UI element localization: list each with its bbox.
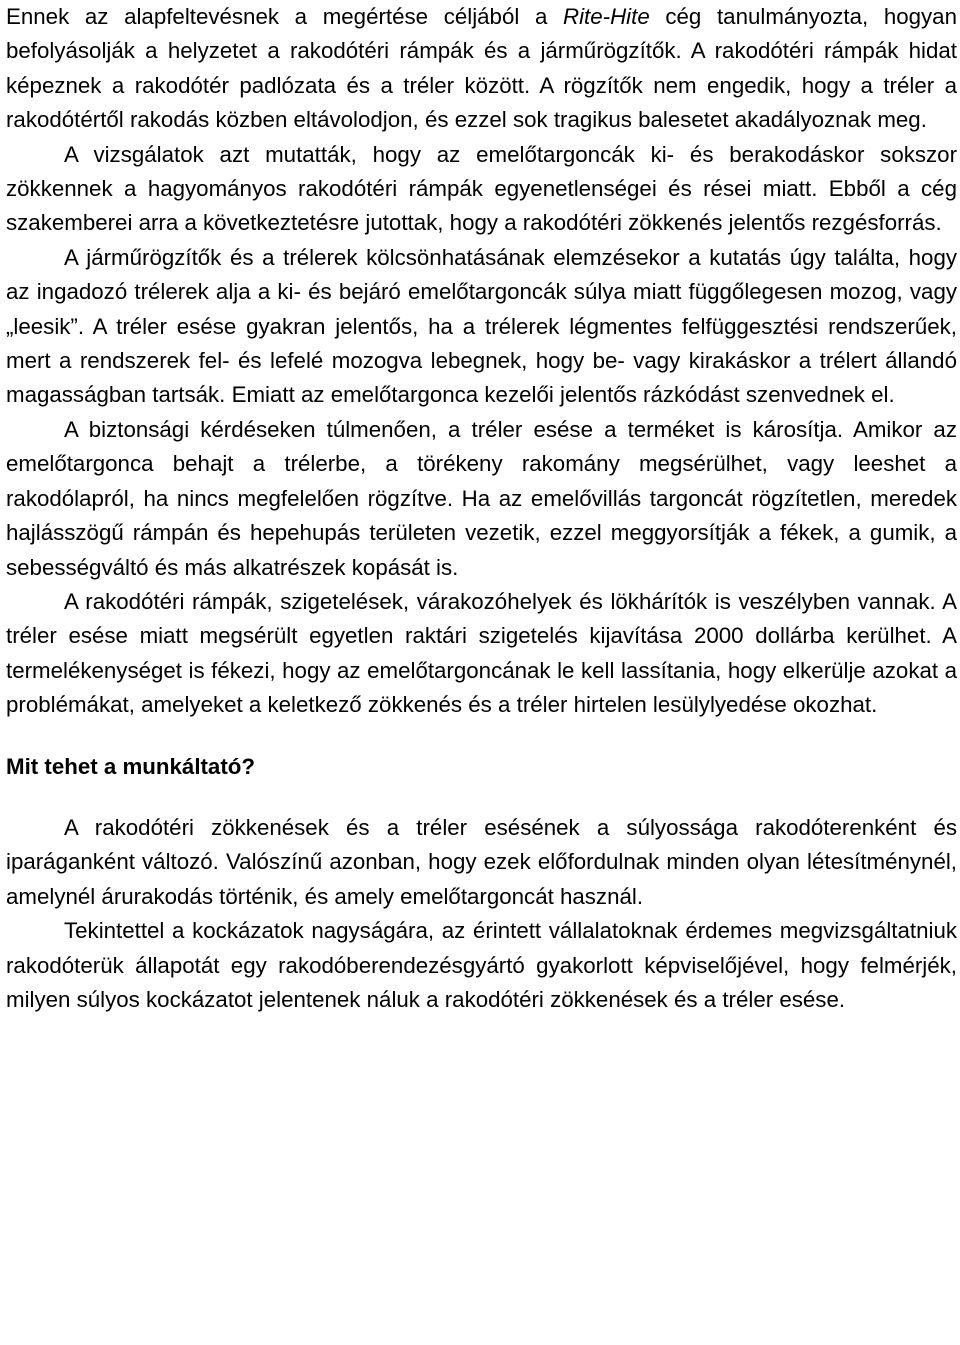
paragraph-intro-text-a: Ennek az alapfeltevésnek a megértése céljából a [6, 4, 563, 29]
paragraph-recommendation [6, 914, 957, 1017]
spacer [6, 784, 957, 811]
paragraph-research-findings-text: A vizsgálatok azt mutatták, hogy az emelőtargoncák ki- és berakodáskor sokszor zökkennek a hagyományos rakodótéri rámpák egyenetlenségei és rései miatt. Ebből a cég szakemberei arra a következtetésre jutottak, hogy a rakodótéri zökkenés jelentős rezgésforrás. [6, 141, 957, 236]
section-heading: Mit tehet a munkáltató? [6, 753, 256, 779]
paragraph-intro-text-b: cég tanulmányozta, hogyan befolyásolják a helyzetet a rakodótéri rámpák és a járműrögzítők. A rakodótéri rámpák hidat képeznek a rakodótér padlózata és a tréler között. A rögzítők nem engedik, hogy a tréler a rakodótértől rakodás közben eltávolodjon, és ezzel sok tragikus balesetet akadályoznak meg. [6, 4, 957, 133]
document-page [6, 0, 957, 1017]
paragraph-recommendation-text: Tekintettel a kockázatok nagyságára, az érintett vállalatoknak érdemes megvizsgáltatniuk rakodóterük állapotát egy rakodóberendezésgyártó gyakorlott képviselőjével, hogy felmérjék, milyen súlyos kockázatot jelentenek náluk a rakodótéri zökkenések és a tréler esése. [6, 918, 957, 1012]
paragraph-severity-text: A rakodótéri zökkenések és a tréler esésének a súlyossága rakodóterenként és iparáganként változó. Valószínű azonban, hogy ezek előfordulnak minden olyan létesítménynél, amelynél árurakodás történik, és amely emelőtargoncát használ. [6, 814, 957, 909]
paragraph-trailer-drop-text: A járműrögzítők és a trélerek kölcsönhatásának elemzésekor a kutatás úgy találta, hogy az ingadozó trélerek alja a ki- és bejáró emelőtargoncák súlya miatt függőlegesen mozog, vagy „leesik”. A tréler esése gyakran jelentős, ha a trélerek légmentes felfüggesztési rendszerűek, mert a rendszerek fel- és lefelé mozogva lebegnek, hogy be- vagy kirakáskor a trélert állandó magasságban tartsák. Emiatt az emelőtargonca kezelői jelentős rázkódást szenvednek el. [6, 244, 957, 408]
paragraph-equipment-risk-text: A rakodótéri rámpák, szigetelések, várakozóhelyek és lökhárítók is veszélyben vannak. A tréler esése miatt megsérült egyetlen raktári szigetelés kijavítása 2000 dollárba kerülhet. A termelékenységet is fékezi, hogy az emelőtargoncának le kell lassítania, hogy elkerülje azokat a problémákat, amelyeket a keletkező zökkenés és a tréler hirtelen lesülylyedése okozhat. [6, 588, 957, 718]
paragraph-severity [6, 811, 957, 914]
paragraph-equipment-risk [6, 585, 957, 723]
paragraph-product-damage [6, 413, 957, 585]
paragraph-intro [6, 0, 957, 138]
paragraph-trailer-drop [6, 241, 957, 413]
company-name-italic: Rite-Hite [563, 4, 650, 29]
paragraph-research-findings [6, 138, 957, 241]
spacer [6, 723, 957, 750]
paragraph-product-damage-text: A biztonsági kérdéseken túlmenően, a tréler esése a terméket is károsítja. Amikor az emelőtargonca behajt a trélerbe, a törékeny rakomány megsérülhet, vagy leeshet a rakodólapról, ha nincs megfelelően rögzítve. Ha az emelővillás targoncát rögzítetlen, meredek hajlásszögű rámpán és hepehupás területen vezetik, ezzel meggyorsítják a fékek, a gumik, a sebességváltó és más alkatrészek kopását is. [6, 416, 957, 580]
